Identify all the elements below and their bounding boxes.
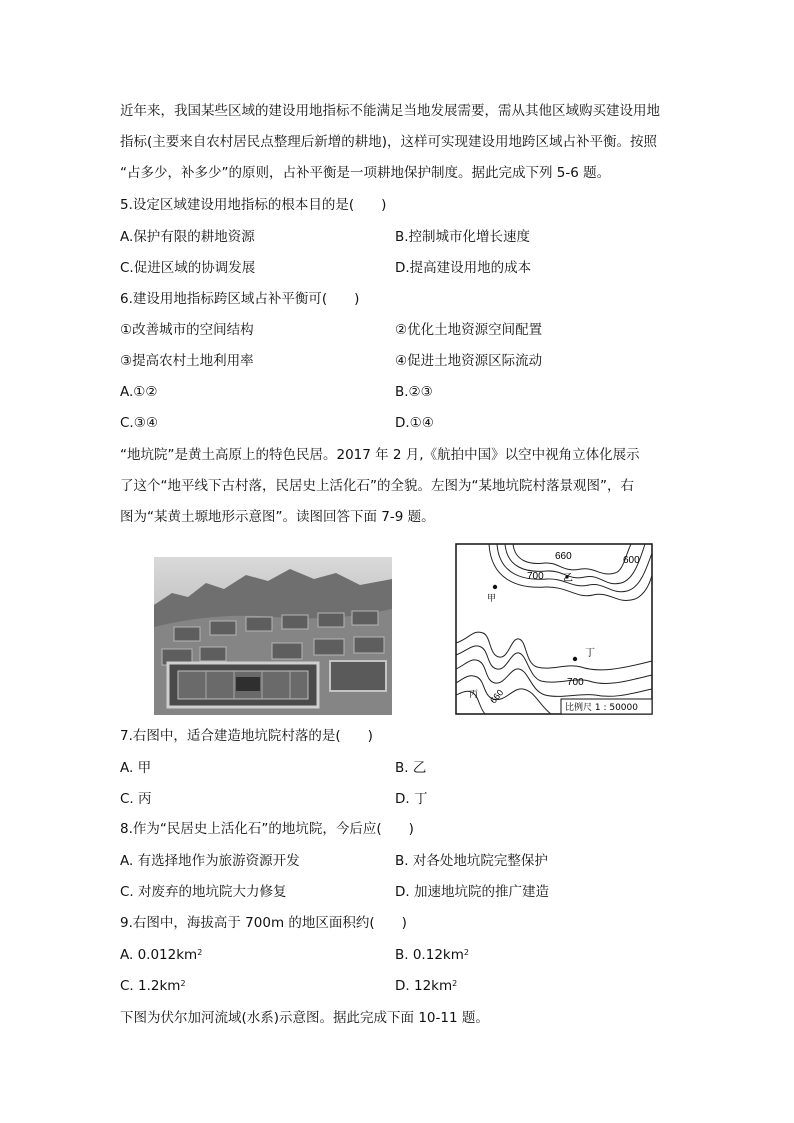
q9-option-d-sup: 2	[452, 979, 458, 988]
contour-map	[455, 543, 653, 715]
q9-option-b-sup: 2	[463, 948, 469, 957]
intro2-line-2: 了这个“地平线下古村落，民居史上活化石”的全貌。左图为“某地坑院村落景观图”，右	[120, 478, 634, 494]
q5-option-b[interactable]: B.控制城市化增长速度	[395, 229, 531, 245]
q5-option-a[interactable]: A.保护有限的耕地资源	[120, 229, 255, 245]
point-label-bing: 丙	[469, 690, 479, 700]
intro2-line-1: “地坑院”是黄土高原上的特色民居。2017 年 2 月,《航拍中国》以空中视角立体化展示	[120, 447, 640, 463]
q6-item-4: ④促进土地资源区际流动	[395, 353, 543, 369]
village-aerial-photo	[154, 557, 392, 715]
point-label-ding: 丁	[585, 648, 595, 659]
intro2-line-3: 图为“某黄土塬地形示意图”。读图回答下面 7-9 题。	[120, 509, 435, 525]
q5-option-c[interactable]: C.促进区域的协调发展	[120, 260, 256, 276]
contour-label-660-top: 660	[555, 551, 572, 562]
q8-option-c[interactable]: C. 对废弃的地坑院大力修复	[120, 884, 287, 900]
intro-line-2: 指标(主要来自农村居民点整理后新增的耕地)，这样可实现建设用地跨区域占补平衡。按照	[120, 134, 658, 150]
q9-option-c-sup: 2	[180, 979, 186, 988]
q6-item-2: ②优化土地资源空间配置	[395, 322, 543, 338]
intro-line-1: 近年来，我国某些区域的建设用地指标不能满足当地发展需要，需从其他区域购买建设用地	[120, 103, 660, 119]
q8-option-a[interactable]: A. 有选择地作为旅游资源开发	[120, 853, 300, 869]
q9-stem: 9.右图中，海拔高于 700m 的地区面积约( )	[120, 915, 407, 931]
q6-item-1: ①改善城市的空间结构	[120, 322, 254, 338]
q8-stem: 8.作为“民居史上活化石”的地坑院，今后应( )	[120, 821, 414, 837]
q8-option-b[interactable]: B. 对各处地坑院完整保护	[395, 853, 548, 869]
q7-option-c[interactable]: C. 丙	[120, 791, 152, 807]
q5-stem: 5.设定区域建设用地指标的根本目的是( )	[120, 197, 387, 213]
map-scale: 比例尺 1 : 50000	[565, 703, 638, 713]
contour-label-700-top: 700	[527, 571, 544, 582]
q9-option-a-sup: 2	[197, 948, 203, 957]
q9-option-d-text: D. 12km	[395, 978, 453, 994]
contour-label-660-bottom: 660	[488, 687, 506, 706]
q9-option-b-text: B. 0.12km	[395, 947, 464, 963]
q9-option-a-text: A. 0.012km	[120, 947, 198, 963]
q8-option-d[interactable]: D. 加速地坑院的推广建造	[395, 884, 549, 900]
q6-option-a[interactable]: A.①②	[120, 384, 158, 400]
q6-option-d[interactable]: D.①④	[395, 415, 434, 431]
q9-option-b[interactable]	[395, 945, 469, 965]
q6-item-3: ③提高农村土地利用率	[120, 353, 254, 369]
q6-stem: 6.建设用地指标跨区域占补平衡可( )	[120, 291, 360, 307]
outro-line: 下图为伏尔加河流域(水系)示意图。据此完成下面 10-11 题。	[120, 1010, 489, 1026]
contour-label-700-bottom: 700	[567, 677, 584, 688]
q9-option-a[interactable]	[120, 945, 202, 965]
q7-option-b[interactable]: B. 乙	[395, 760, 427, 776]
q7-stem: 7.右图中，适合建造地坑院村落的是( )	[120, 728, 373, 744]
q9-option-c[interactable]	[120, 976, 186, 996]
contour-label-600: 600	[623, 555, 640, 566]
q9-option-c-text: C. 1.2km	[120, 978, 181, 994]
q7-option-d[interactable]: D. 丁	[395, 791, 428, 807]
q6-option-c[interactable]: C.③④	[120, 415, 158, 431]
q5-option-d[interactable]: D.提高建设用地的成本	[395, 260, 532, 276]
q7-option-a[interactable]: A. 甲	[120, 760, 152, 776]
q9-option-d[interactable]	[395, 976, 457, 996]
q6-option-b[interactable]: B.②③	[395, 384, 433, 400]
point-label-yi: 乙	[563, 573, 573, 584]
point-label-jia: 甲	[487, 594, 497, 604]
intro-line-3: “占多少，补多少”的原则，占补平衡是一项耕地保护制度。据此完成下列 5-6 题。	[120, 165, 611, 181]
